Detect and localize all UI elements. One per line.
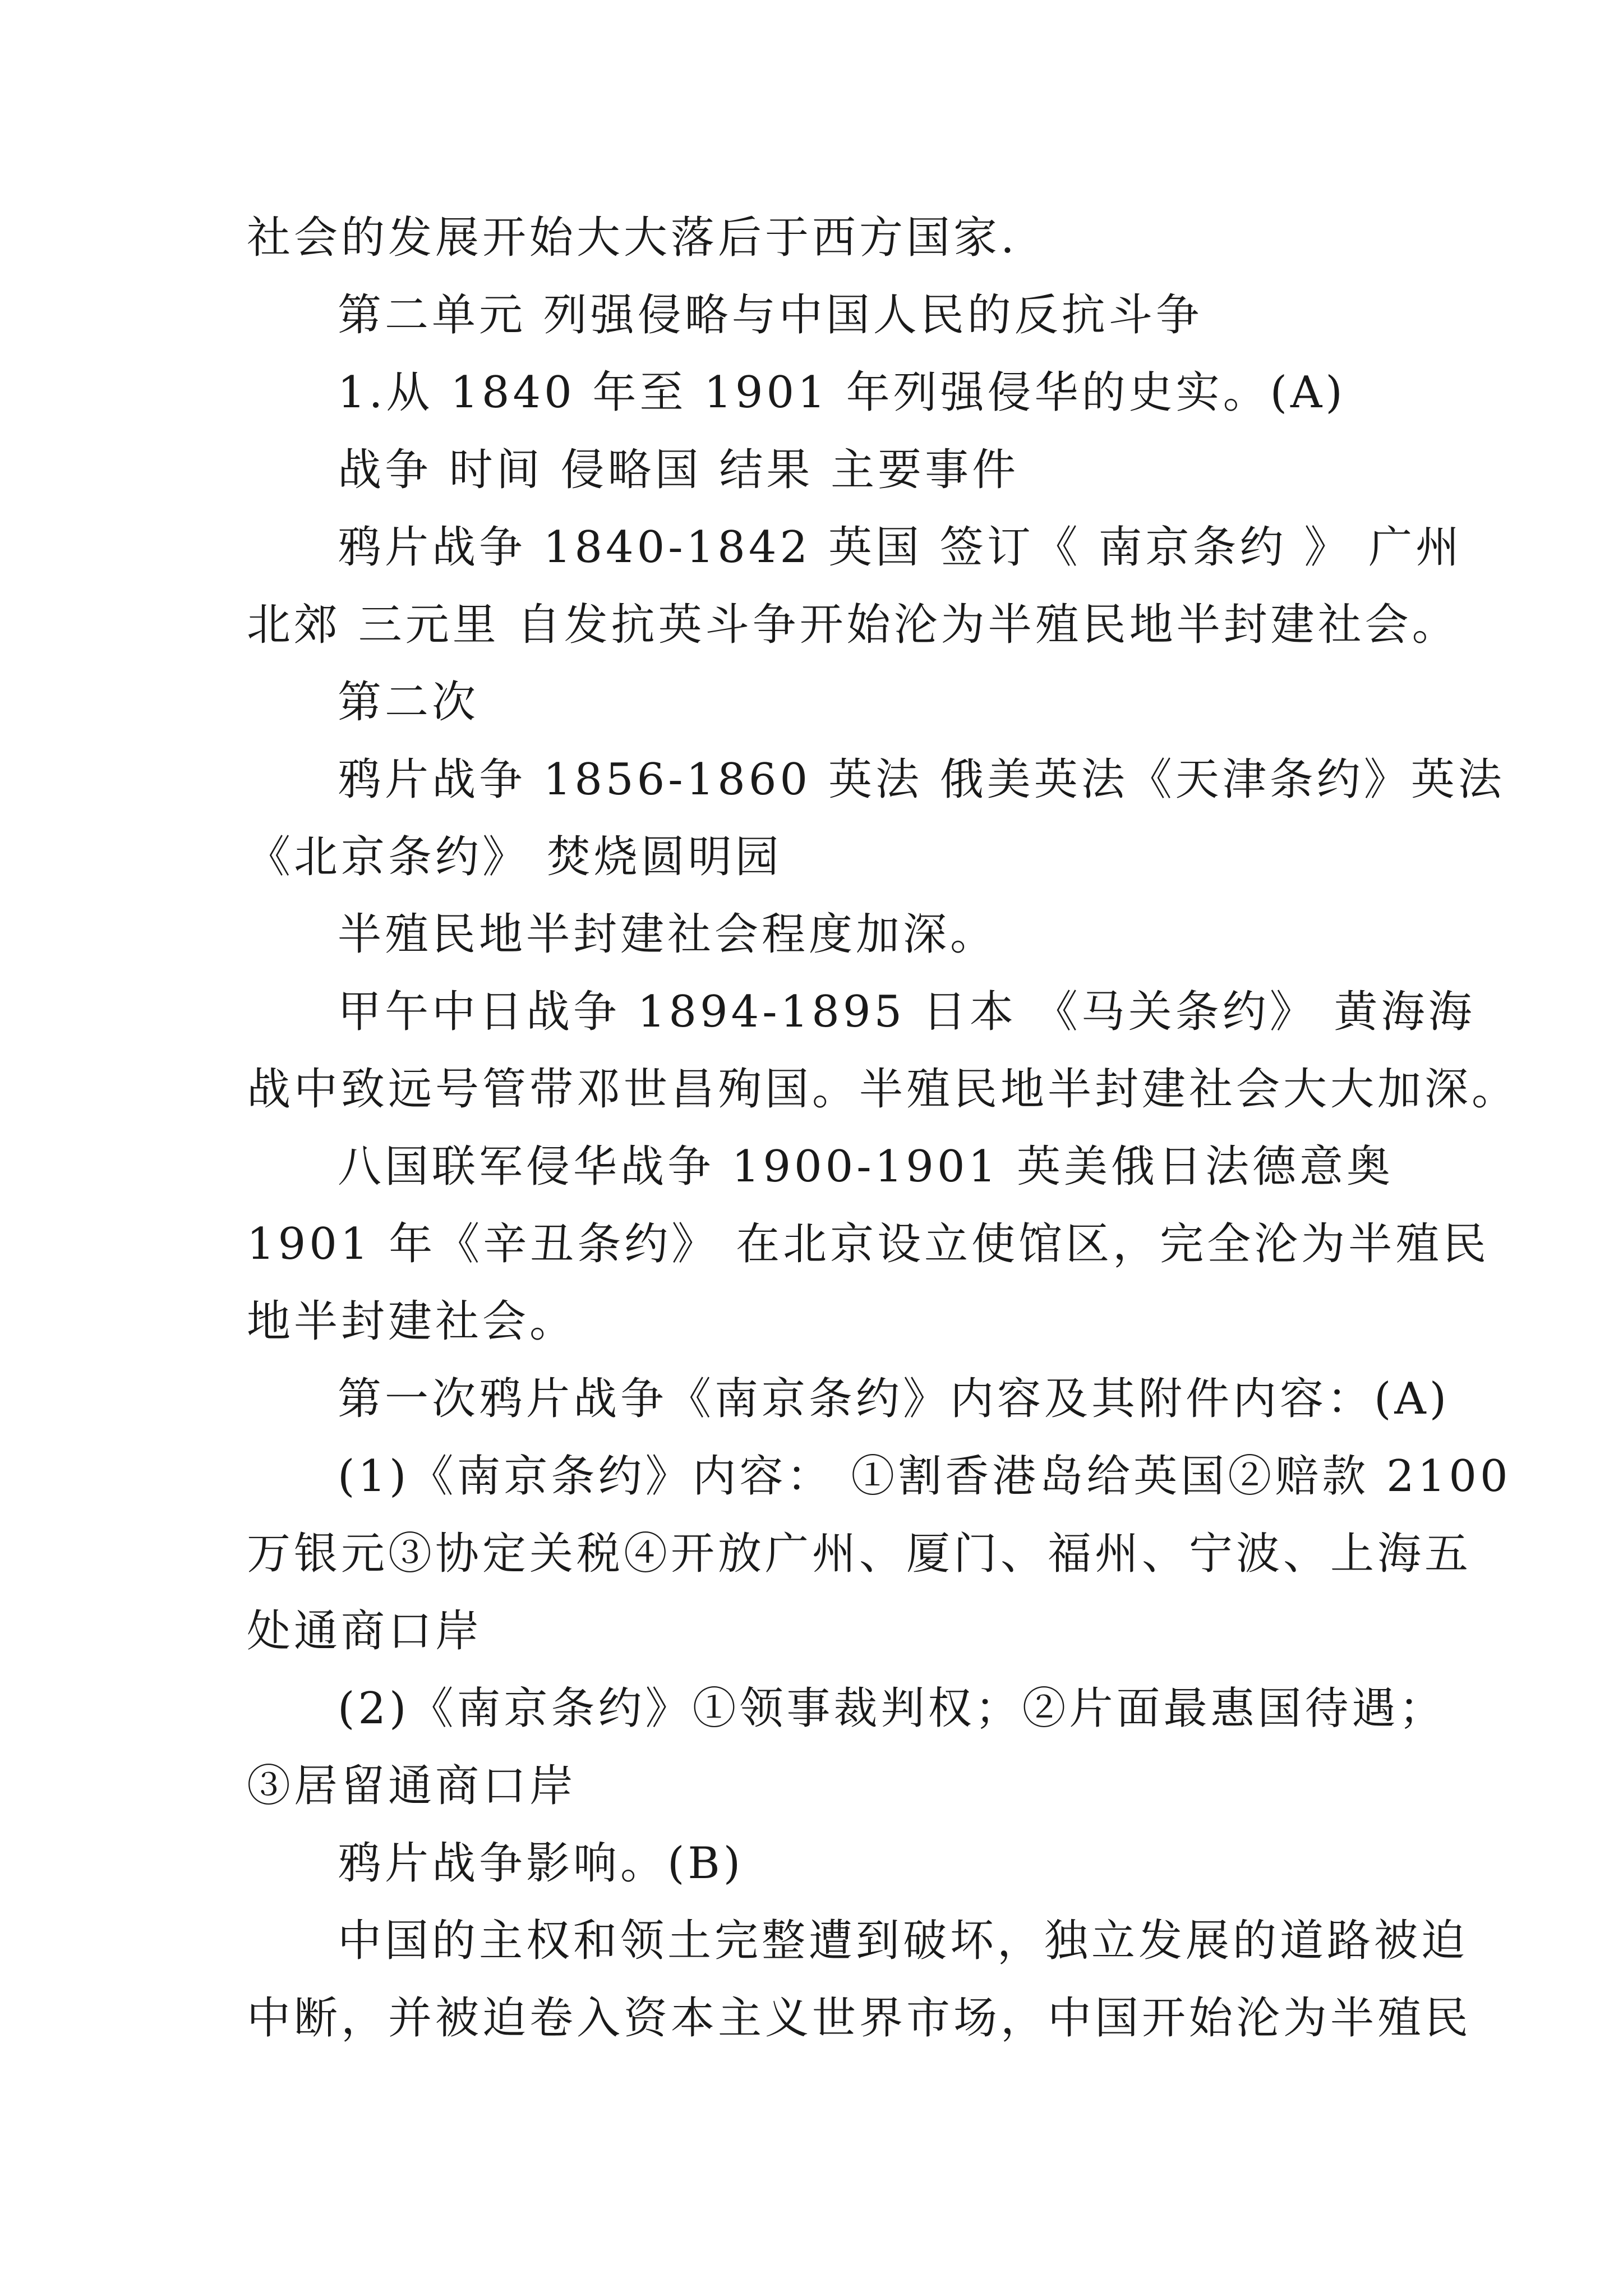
text-line: 第二次 [338,677,479,728]
text-line: 万银元③协定关税④开放广州、厦门、福州、宁波、上海五 [247,1529,1472,1579]
text-line: 处通商口岸 [247,1606,483,1657]
text-line: 中国的主权和领土完整遭到破坏，独立发展的道路被迫 [338,1916,1469,1966]
section-heading: 第二单元 列强侵略与中国人民的反抗斗争 [338,290,1203,341]
text-line: 战中致远号管带邓世昌殉国。半殖民地半封建社会大大加深。 [247,1064,1519,1115]
text-line: ③居留通商口岸 [247,1761,577,1811]
text-line: 战争 时间 侵略国 结果 主要事件 [338,445,1020,495]
text-line: (1)《南京条约》内容： ①割香港岛给英国②赔款 2100 [338,1451,1511,1502]
text-line: 1.从 1840 年至 1901 年列强侵华的史实。(A) [338,367,1346,418]
text-line: 地半封建社会。 [247,1296,577,1347]
text-line: 北郊 三元里 自发抗英斗争开始沦为半殖民地半封建社会。 [247,600,1459,650]
text-line: 第一次鸦片战争《南京条约》内容及其附件内容：(A) [338,1374,1450,1424]
text-line: (2)《南京条约》①领事裁判权；②片面最惠国待遇； [338,1683,1446,1734]
document-body [247,199,1519,2057]
text-line: 甲午中日战争 1894-1895 日本 《马关条约》 黄海海 [338,987,1476,1037]
text-line: 中断，并被迫卷入资本主义世界市场，中国开始沦为半殖民 [247,1993,1472,2044]
text-line: 八国联军侵华战争 1900-1901 英美俄日法德意奥 [338,1142,1394,1192]
text-line: 半殖民地半封建社会程度加深。 [338,909,998,960]
text-line: 《北京条约》 焚烧圆明园 [247,832,782,882]
text-line: 鸦片战争 1840-1842 英国 签订《 南京条约 》 广州 [338,522,1463,573]
text-line: 社会的发展开始大大落后于西方国家. [247,213,1018,263]
text-line: 鸦片战争 1856-1860 英法 俄美英法《天津条约》英法 [338,754,1505,805]
text-line: 1901 年《辛丑条约》 在北京设立使馆区，完全沦为半殖民 [247,1219,1490,1269]
text-line: 鸦片战争影响。(B) [338,1838,744,1889]
